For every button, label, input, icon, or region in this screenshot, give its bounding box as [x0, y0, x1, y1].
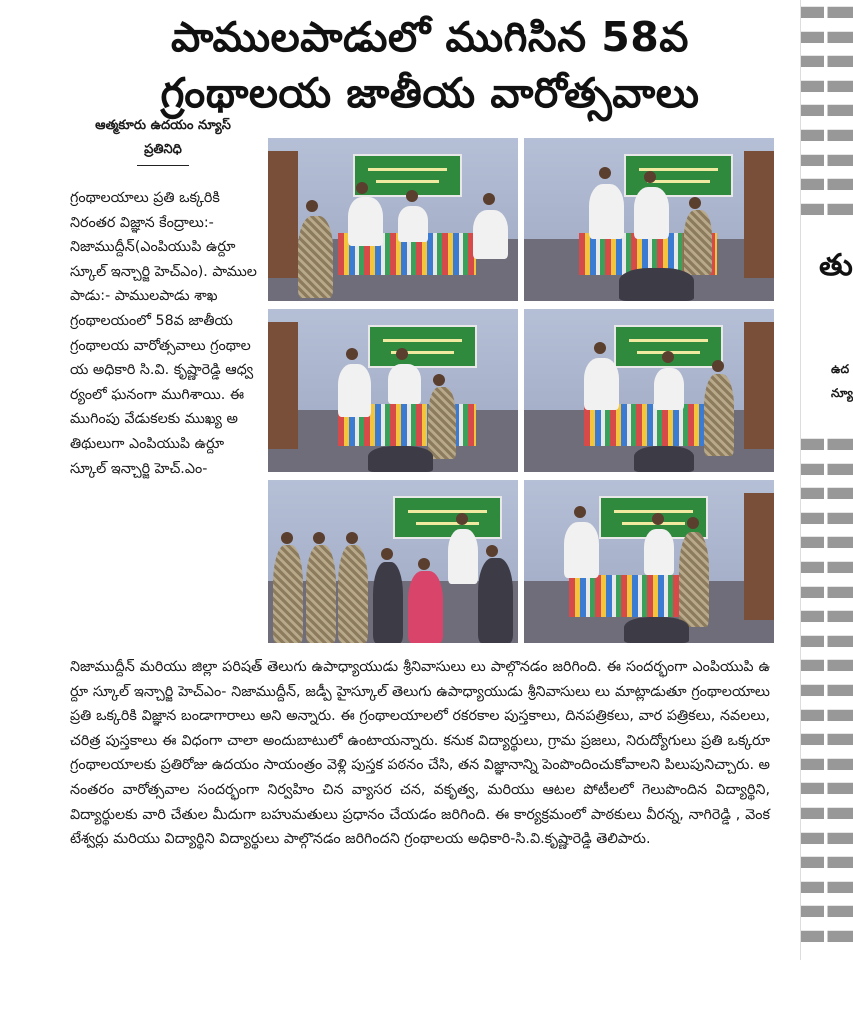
event-photo-5 — [268, 480, 518, 643]
banner — [393, 496, 502, 539]
byline-source: ఆత్మకూరు ఉదయం న్యూస్ — [95, 118, 231, 133]
body-paragraph: నిజాముద్దీన్ మరియు జిల్లా పరిషత్ తెలుగు ఉపాధ్యాయుడు శ్రీనివాసులు లు పాల్గొనడం జరిగింది. ఈ సందర్భంగా ఎంపియుపి ఉర్దూ స్కూల్ ఇన్చార్జి హెచ్ఎం- నిజాముద్దీన్, జడ్పీ హైస్కూల్ తెలుగు ఉపాధ్యాయుడు శ్రీనివాసులు లు మాట్లాడుతూ గ్రంథాలయాలు ప్రతి ఒక్కరికి విజ్ఞాన బండాగారాలు అని అన్నారు. ఈ గ్రంథాలయాలలో రకరకాల పుస్తకాలు, దినపత్రికలు, వార పత్రికలు, నవలలు, చరిత్ర పుస్తకాలు ఈ విధంగా చాలా అందుబాటులో ఉంటాయన్నారు. కనుక విద్యార్థులు, గ్రామ ప్రజలు, నిరుద్యోగులు ప్రతి ఒక్కరూ గ్రంథాలయాలకు ప్రతిరోజు ఉదయం సాయంత్రం వెళ్లి పుస్తక పఠనం చేసి, తన విజ్ఞానాన్ని పెంపొందించుకోవాలని పిలుపునిచ్చారు. అనంతరం వారోత్సవాల సందర్భంగా నిర్వహిం చిన వ్యాసర చన, వకృత్వ, మరియు ఆటల పోటీలలో గెలుపొందిన విద్యార్థిని, విద్యార్థులకు వారి చేతుల మీదుగా బహుమతులు ప్రధానం చేయడం జరిగింది. ఈ కార్యక్రమంలో పాఠకులు వీరన్న, నాగిరెడ్డి , వెంకటేశ్వర్లు మరియు విద్యార్థిని విద్యార్థులు పాల్గొనడం జరిగిందని గ్రంథాలయ అధికారి-సి.వి.కృష్ణారెడ్డి తెలిపారు. — [70, 659, 770, 848]
byline — [68, 114, 258, 166]
event-photo-1 — [268, 138, 518, 301]
byline-role: ప్రతినిధి — [144, 142, 182, 157]
byline-rule — [137, 165, 189, 166]
headline-line-1: పాములపాడులో ముగిసిన 58వ — [171, 13, 689, 62]
headline-line-2: గ్రంథాలయ జాతీయ వారోత్సవాలు — [160, 69, 700, 118]
adjacent-byline-1: ఉద — [831, 362, 850, 376]
adjacent-text-lines — [801, 0, 853, 221]
adjacent-heading: తు — [819, 248, 853, 283]
adjacent-byline-2: న్యూ — [831, 386, 853, 400]
event-photo-2 — [524, 138, 774, 301]
headline — [60, 9, 800, 121]
event-photo-4 — [524, 309, 774, 472]
photo-grid — [268, 138, 774, 643]
banner — [368, 325, 477, 368]
adjacent-body-lines — [801, 432, 853, 948]
lead-paragraph: గ్రంథాలయాలు ప్రతి ఒక్కరికి నిరంతర విజ్ఞాన కేంద్రాలు:- నిజాముద్దీన్(ఎంపియుపి ఉర్దూ స్కూల్ ఇన్చార్జి హెచ్ఎం). పాములపాడు:- పాములపాడు శాఖ గ్రంథాలయంలో 58వ జాతీయ గ్రంథాలయ వారోత్సవాలు గ్రంథాలయ అధికారి సి.వి. కృష్ణారెడ్డి ఆధ్వర్యంలో ఘనంగా ముగిశాయి. ఈ ముగింపు వేడుకలకు ముఖ్య అతిథులుగా ఎంపియుపి ఉర్దూ స్కూల్ ఇన్చార్జి హెచ్.ఎం- — [70, 190, 257, 477]
event-photo-6 — [524, 480, 774, 643]
adjacent-article-column — [800, 0, 853, 960]
event-photo-3 — [268, 309, 518, 472]
